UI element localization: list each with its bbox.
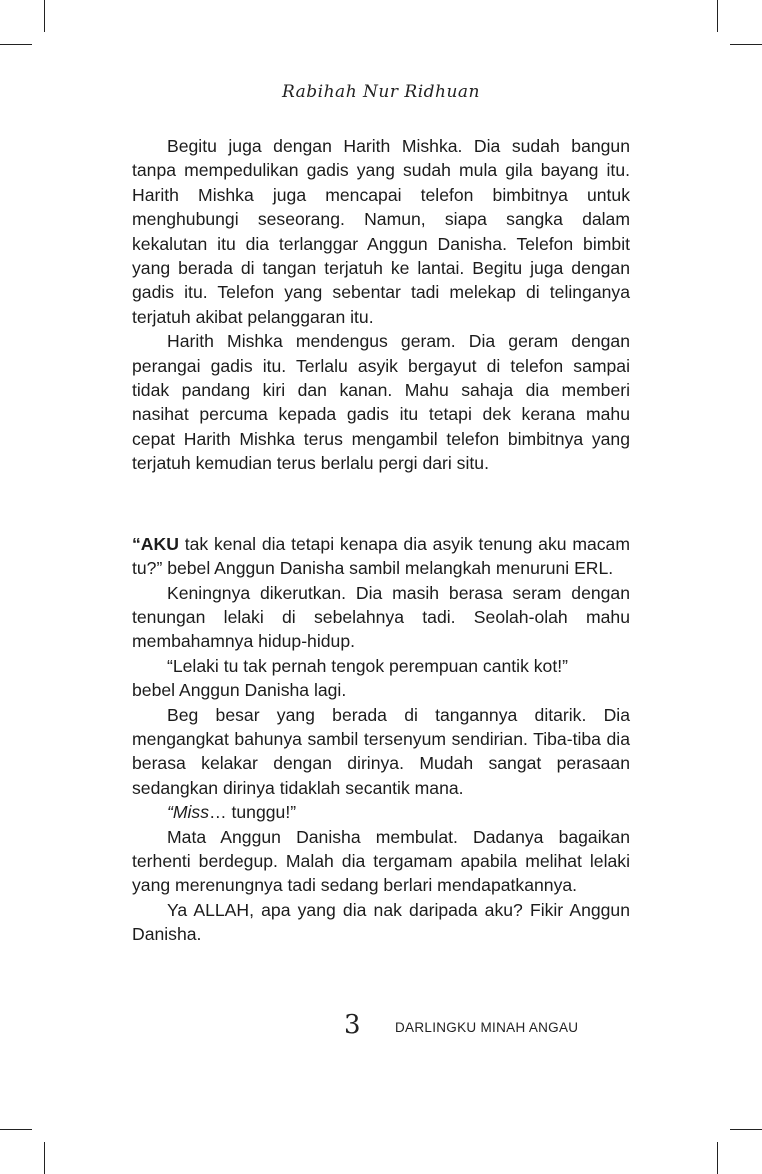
paragraph-dialogue: [132, 800, 630, 824]
paragraph: Mata Anggun Danisha membulat. Dadanya bagaikan terhenti berdegup. Malah dia tergamam apabila melihat lelaki yang merenungnya tadi sedang berlari mendapatkannya.: [132, 826, 630, 896]
paragraph: Harith Mishka mendengus geram. Dia geram dengan perangai gadis itu. Terlalu asyik bergayut di telefon sampai tidak pandang kiri dan kanan. Mahu sahaja dia memberi nasihat percuma kepada gadis itu tetapi dek kerana mahu cepat Harith Mishka terus mengambil telefon bimbitnya yang terjatuh kemudian terus berlalu pergi dari situ.: [132, 331, 630, 474]
page-footer: [0, 1010, 762, 1050]
paragraph: “Lelaki tu tak pernah tengok perempuan cantik kot!”: [167, 655, 568, 676]
crop-mark: [0, 1129, 32, 1130]
paragraph: Keningnya dikerutkan. Dia masih berasa seram dengan tenungan lelaki di sebelahnya tadi. Seolah-olah mahu membahamnya hidup-hidup.: [132, 582, 630, 652]
crop-mark: [0, 44, 32, 45]
section-break: [132, 476, 630, 532]
dialogue-rest: … tunggu!”: [209, 802, 297, 823]
crop-mark: [44, 0, 45, 32]
page-number: 3: [344, 1010, 361, 1040]
paragraph: Ya ALLAH, apa yang dia nak daripada aku? Fikir Anggun Danisha.: [132, 899, 630, 945]
lead-word: “AKU: [132, 533, 179, 554]
crop-mark: [44, 1142, 45, 1174]
book-title: DARLINGKU MINAH ANGAU: [395, 1020, 579, 1035]
crop-mark: [717, 1142, 718, 1174]
paragraph-opening: [132, 532, 630, 581]
italic-word: “Miss: [167, 802, 210, 823]
crop-mark: [730, 44, 762, 45]
paragraph: Beg besar yang berada di tangannya ditarik. Dia mengangkat bahunya sambil tersenyum sendirian. Tiba-tiba dia berasa kelakar dengan dirinya. Mudah sangat perasaan sedangkan dirinya tidaklah secantik mana.: [132, 704, 630, 798]
paragraph-continuation: bebel Anggun Danisha lagi.: [132, 680, 347, 701]
crop-mark: [730, 1129, 762, 1130]
running-header-author: Rabihah Nur Ridhuan: [281, 82, 481, 102]
lead-rest: tak kenal dia tetapi kenapa dia asyik tenung aku macam tu?” bebel Anggun Danisha sambil melangkah menuruni ERL.: [132, 533, 630, 579]
crop-mark: [717, 0, 718, 32]
paragraph: Begitu juga dengan Harith Mishka. Dia sudah bangun tanpa mempedulikan gadis yang sudah mula gila bayang itu. Harith Mishka juga mencapai telefon bimbitnya untuk menghubungi seseorang. Namun, siapa sangka dalam kekalutan itu dia terlanggar Anggun Danisha. Telefon bimbit yang berada di tangan terjatuh ke lantai. Begitu juga dengan gadis itu. Telefon yang sebentar tadi melekap di telinganya terjatuh akibat pelanggaran itu.: [132, 136, 630, 327]
page-body: [132, 134, 630, 947]
